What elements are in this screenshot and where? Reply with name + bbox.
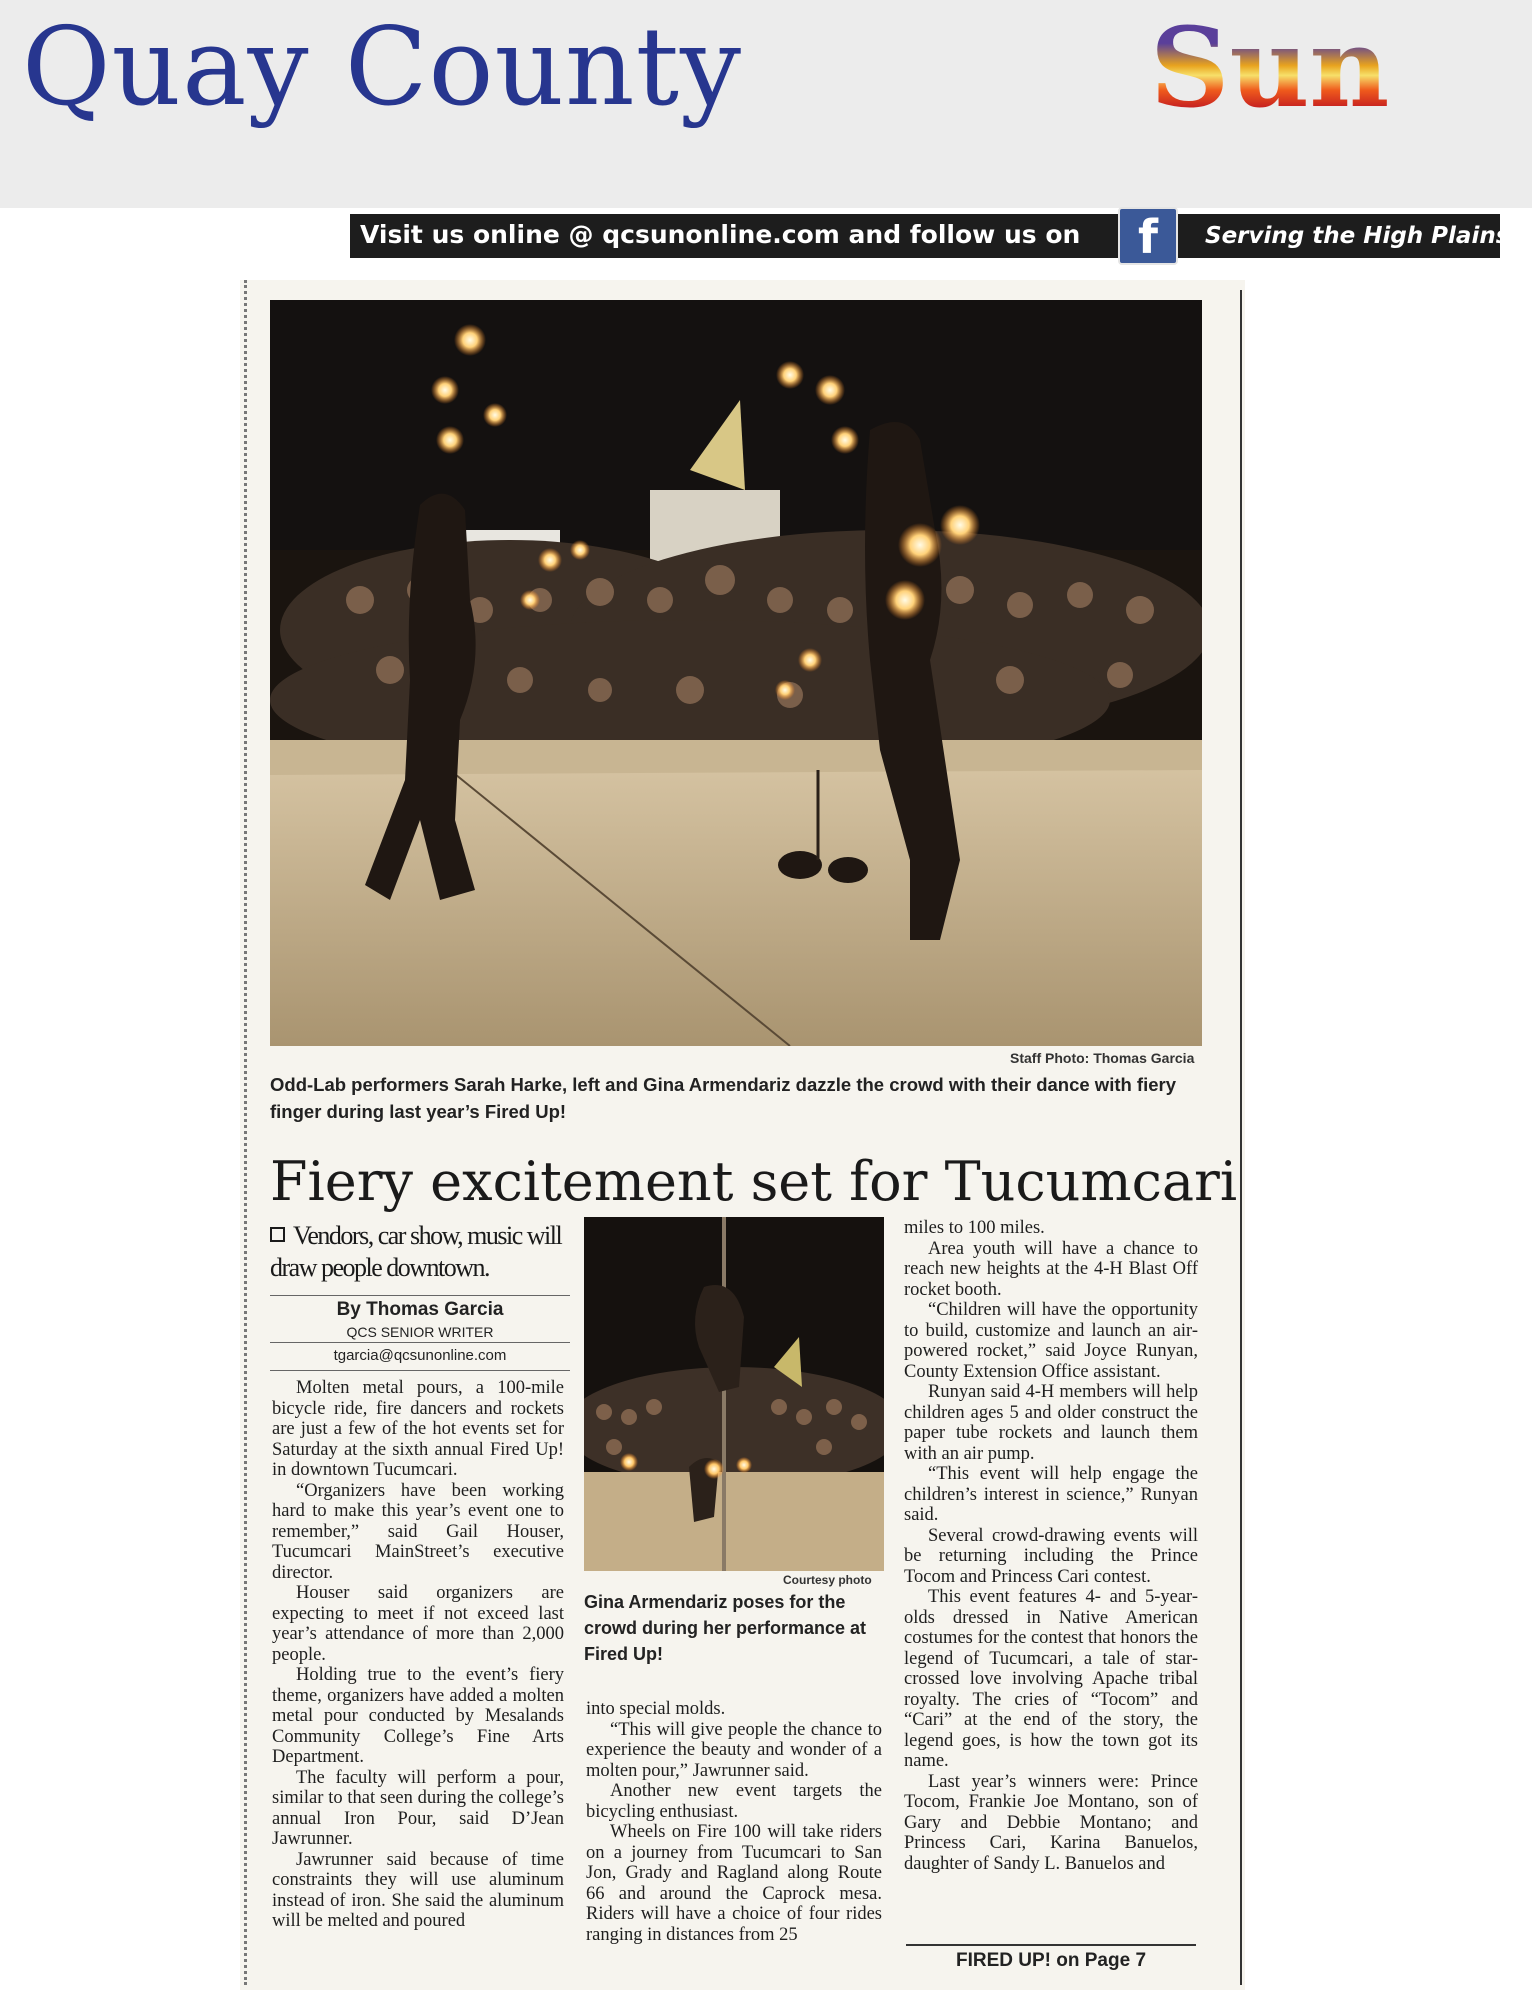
main-photo-caption: Odd-Lab performers Sarah Harke, left and Gina Armendariz dazzle the crowd with their dance with fiery finger during last year’s Fired Up! bbox=[270, 1074, 1177, 1122]
paragraph: Houser said organizers are expecting to meet if not exceed last year’s attendance of more than 2,000 people. bbox=[272, 1583, 564, 1665]
byline-author: By Thomas Garcia bbox=[336, 1299, 504, 1320]
paragraph: Wheels on Fire 100 will take riders on a journey from Tucumcari to San Jon, Grady and Ragland along Route 66 and around the Caprock mesa. Riders will have a choice of four rides ranging in distances from 25 bbox=[586, 1822, 882, 1945]
article-column-3 bbox=[904, 1218, 1198, 1874]
paragraph: Several crowd-drawing events will be returning including the Prince Tocom and Princess Cari contest. bbox=[904, 1525, 1198, 1587]
article-deck bbox=[270, 1220, 570, 1284]
paragraph: Molten metal pours, a 100-mile bicycle ride, fire dancers and rockets are just a few of the hot events set for Saturday at the sixth annual Fired Up! in downtown Tucumcari. bbox=[272, 1378, 564, 1480]
pole-performer-illustration bbox=[584, 1217, 884, 1571]
paragraph: Area youth will have a chance to reach new heights at the 4-H Blast Off rocket booth. bbox=[904, 1238, 1198, 1300]
jump-rule bbox=[906, 1944, 1196, 1946]
paragraph: This event features 4- and 5-year-olds dressed in Native American costumes for the contest that honors the legend of Tucumcari, a tale of star-crossed love involving Apache tribal royalty. The cries of “Tocom” and “Cari” at the end of the story, the legend goes, is how the town got its name. bbox=[904, 1587, 1198, 1771]
facebook-icon[interactable] bbox=[1118, 207, 1178, 265]
byline-rule-top bbox=[270, 1295, 570, 1296]
masthead-title: Quay County bbox=[22, 5, 743, 130]
article-column-1 bbox=[272, 1378, 564, 1932]
paragraph: “This will give people the chance to experience the beauty and wonder of a molten pour,” Jawrunner said. bbox=[586, 1719, 882, 1781]
jump-line-link[interactable]: FIRED UP! on Page 7 bbox=[955, 1950, 1147, 1971]
paragraph: into special molds. bbox=[586, 1699, 726, 1719]
paragraph: Holding true to the event’s fiery theme, organizers have added a molten metal pour conducted by Mesalands Community College’s Fine Arts Department. bbox=[272, 1665, 564, 1767]
inset-photo-pole-performer bbox=[584, 1217, 884, 1571]
checkbox-bullet-icon bbox=[270, 1227, 285, 1242]
byline-title: QCS SENIOR WRITER bbox=[346, 1324, 494, 1340]
paragraph: “This event will help engage the children’s interest in science,” Runyan said. bbox=[904, 1464, 1198, 1525]
paragraph: “Children will have the opportunity to build, customize and launch an air-powered rocket,” said Joyce Runyan, County Extension Office assistant. bbox=[904, 1300, 1198, 1382]
column-divider bbox=[1240, 290, 1242, 1985]
main-photo-fire-dancers bbox=[270, 300, 1202, 1046]
paragraph: Jawrunner said because of time constraints they will use aluminum instead of iron. She said the aluminum will be melted and poured bbox=[272, 1849, 564, 1931]
byline-rule-bottom bbox=[270, 1370, 570, 1371]
main-photo-credit: Staff Photo: Thomas Garcia bbox=[1010, 1050, 1195, 1066]
paragraph: Another new event targets the bicycling enthusiast. bbox=[586, 1781, 882, 1822]
article-headline: Fiery excitement set for Tucumcari bbox=[270, 1150, 1238, 1213]
byline-rule-middle bbox=[270, 1342, 570, 1343]
masthead-tagline: Serving the High Plains bbox=[1205, 223, 1510, 249]
inset-photo-credit: Courtesy photo bbox=[783, 1573, 872, 1587]
paragraph: The faculty will perform a pour, similar to that seen during the college’s annual Iron Pour, said D’Jean Jawrunner. bbox=[272, 1767, 564, 1849]
facebook-glyph: f bbox=[1137, 210, 1158, 264]
masthead-title-sun: Sun bbox=[1150, 3, 1390, 132]
article-deck-text: Vendors, car show, music will draw people downtown. bbox=[270, 1221, 562, 1282]
paragraph: miles to 100 miles. bbox=[904, 1218, 1045, 1238]
fire-dancers-illustration bbox=[270, 300, 1202, 1046]
inset-photo-caption: Gina Armendariz poses for the crowd during her performance at Fired Up! bbox=[584, 1592, 867, 1664]
masthead bbox=[0, 0, 1532, 208]
article-column-2 bbox=[586, 1699, 882, 1945]
paragraph: “Organizers have been working hard to make this year’s event one to remember,” said Gail Houser, Tucumcari MainStreet’s executive director. bbox=[272, 1480, 564, 1583]
promo-banner-text: Visit us online @ qcsunonline.com and follow us on bbox=[360, 220, 1081, 249]
paragraph: Runyan said 4-H members will help children ages 5 and older construct the paper tube rockets and launch them with an air pump. bbox=[904, 1382, 1198, 1464]
paragraph: Last year’s winners were: Prince Tocom, Frankie Joe Montano, son of Gary and Debbie Montano; and Princess Cari, Karina Banuelos, daughter of Sandy L. Banuelos and bbox=[904, 1771, 1198, 1874]
byline-email[interactable]: tgarcia@qcsunonline.com bbox=[333, 1347, 507, 1364]
column-dotted-rule bbox=[244, 280, 247, 1985]
